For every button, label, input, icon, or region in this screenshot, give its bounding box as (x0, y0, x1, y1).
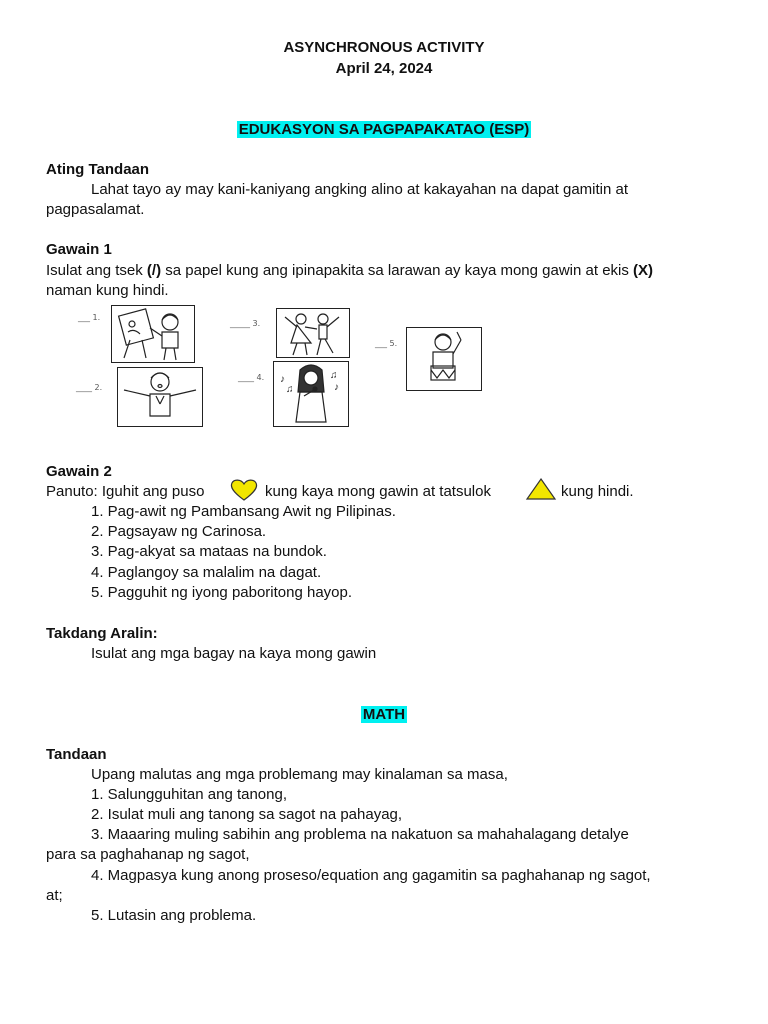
document-date: April 24, 2024 (335, 60, 433, 77)
picture-1-painting (111, 305, 195, 363)
gawain1-text-b: sa papel kung ang ipinapakita sa larawan ay kaya mong gawin at ekis (161, 262, 634, 279)
gawain2-item-1: 1. Pag-awit ng Pambansang Awit ng Pilipinas. (91, 503, 396, 520)
gawain2-item-3: 3. Pag-akyat sa mataas na bundok. (91, 543, 327, 560)
picture-1-blank: ___ 1. (78, 313, 101, 322)
math-line-1: 1. Salungguhitan ang tanong, (91, 786, 288, 803)
svg-text:♫: ♫ (286, 384, 294, 395)
gawain1-title: Gawain 1 (46, 241, 112, 258)
math-line-3: 3. Maaaring muling sabihin ang problema na nakatuon sa mahahalagang detalye (91, 826, 629, 843)
svg-text:♪: ♪ (334, 382, 339, 393)
svg-text:♫: ♫ (330, 370, 338, 381)
heart-icon (229, 478, 259, 502)
document-title: ASYNCHRONOUS ACTIVITY (283, 39, 485, 56)
picture-3-blank: _____ 3. (230, 319, 261, 328)
esp-tandaan-line2: pagpasalamat. (46, 201, 145, 218)
esp-heading-wrap (0, 120, 768, 141)
math-tandaan-title: Tandaan (46, 746, 107, 763)
picture-2-blank: ____ 2. (76, 383, 103, 392)
math-line-4: 4. Magpasya kung anong proseso/equation ang gagamitin sa paghahanap ng sagot, (91, 867, 651, 884)
gawain2-item-2: 2. Pagsayaw ng Carinosa. (91, 523, 267, 540)
gawain1-instruction (46, 261, 726, 282)
triangle-icon (525, 477, 557, 501)
microphone-drawing (274, 362, 348, 426)
math-intro: Upang malutas ang mga problemang may kinalaman sa masa, (91, 766, 508, 783)
gawain1-text-a: Isulat ang tsek (46, 262, 147, 279)
gawain2-text-c: kung hindi. (561, 483, 634, 500)
gawain1-x-symbol: (X) (633, 262, 654, 279)
gawain2-item-4: 4. Paglangoy sa malalim na dagat. (91, 564, 322, 581)
picture-4-microphone (273, 361, 349, 427)
gawain1-instruction-line2: naman kung hindi. (46, 282, 169, 299)
math-line-2: 2. Isulat muli ang tanong sa sagot na pahayag, (91, 806, 403, 823)
math-heading: MATH (362, 706, 406, 723)
gawain2-text-a: Panuto: Iguhit ang puso (46, 483, 205, 500)
math-line-5: 5. Lutasin ang problema. (91, 907, 257, 924)
gawain1-check-symbol: (/) (146, 262, 162, 279)
painting-drawing (112, 306, 194, 362)
dancing-drawing (277, 309, 349, 357)
picture-3-dancing (276, 308, 350, 358)
esp-tandaan-line1: Lahat tayo ay may kani-kaniyang angking alino at kakayahan na dapat gamitin at (91, 181, 629, 198)
gawain2-item-5: 5. Pagguhit ng iyong paboritong hayop. (91, 584, 353, 601)
esp-heading: EDUKASYON SA PAGPAPAKATAO (ESP) (238, 121, 530, 138)
picture-5-blank: ___ 5. (375, 339, 398, 348)
gawain2-title: Gawain 2 (46, 463, 112, 480)
picture-2-singing (117, 367, 203, 427)
svg-text:♪: ♪ (280, 374, 285, 385)
gawain2-text-b: kung kaya mong gawin at tatsulok (265, 483, 491, 500)
math-line-4-cont: at; (46, 887, 63, 904)
math-line-3-cont: para sa paghahanap ng sagot, (46, 846, 250, 863)
esp-tandaan-title: Ating Tandaan (46, 161, 150, 178)
picture-5-drum (406, 327, 482, 391)
math-heading-wrap (0, 705, 768, 726)
takdang-aralin-title: Takdang Aralin: (46, 625, 158, 642)
drum-drawing (407, 328, 481, 390)
takdang-aralin-text: Isulat ang mga bagay na kaya mong gawin (91, 645, 377, 662)
singing-drawing (118, 368, 202, 426)
picture-4-blank: ____ 4. (238, 373, 265, 382)
